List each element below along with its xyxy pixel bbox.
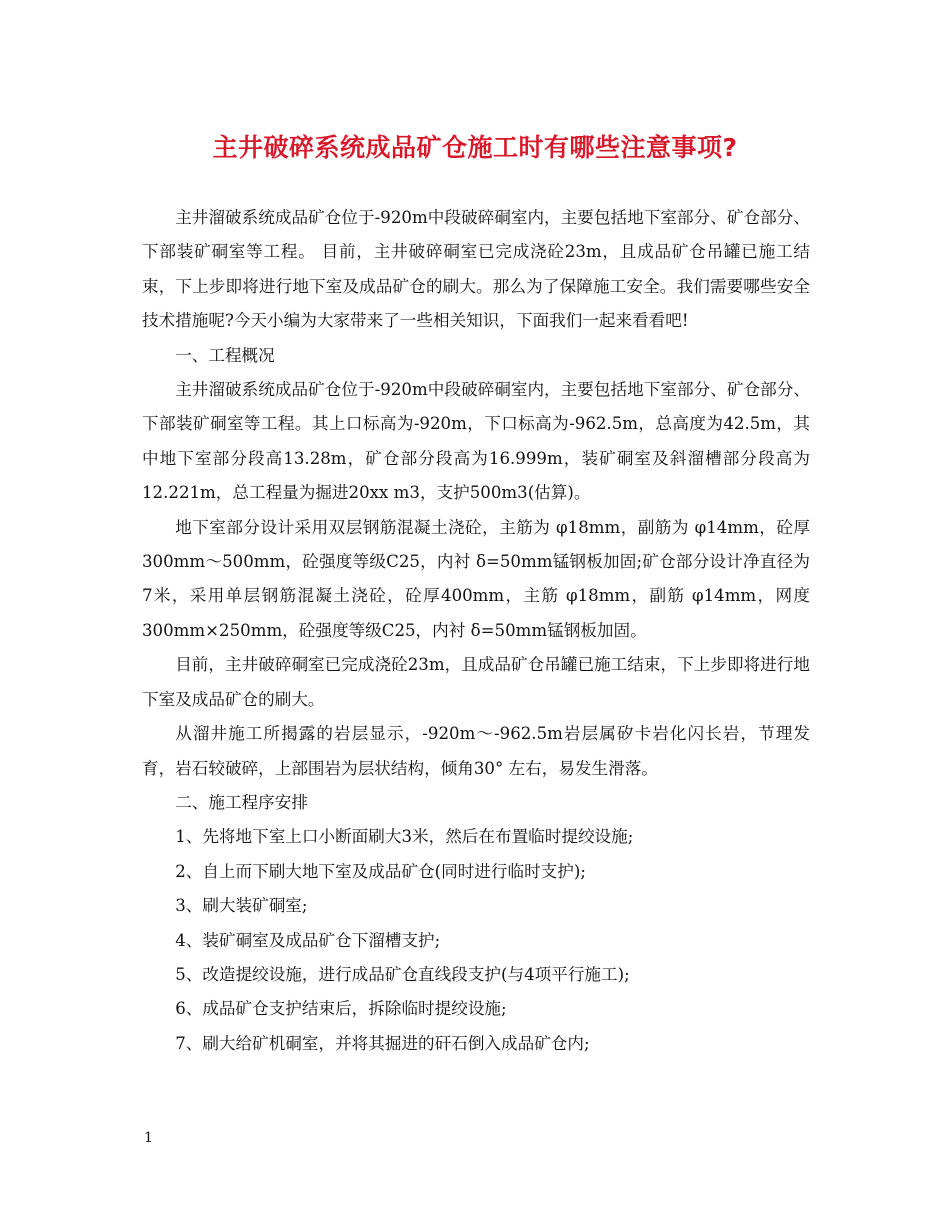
section-heading-procedure: 二、施工程序安排 — [175, 792, 308, 812]
page-number: 1 — [144, 1130, 153, 1146]
document-body — [142, 201, 810, 1061]
progress-paragraph: 目前，主井破碎硐室已完成浇砼23m，且成品矿仓吊罐已施工结束，下上步即将进行地下室及成品矿仓的刷大。 — [142, 655, 810, 709]
procedure-step: 3、刷大装矿硐室; — [175, 896, 308, 916]
procedure-step: 5、改造提绞设施，进行成品矿仓直线段支护(与4项平行施工); — [175, 964, 630, 984]
document-title: 主井破碎系统成品矿仓施工时有哪些注意事项? — [212, 133, 738, 162]
procedure-step: 7、刷大给矿机硐室，并将其掘进的矸石倒入成品矿仓内; — [175, 1033, 590, 1053]
section-heading-overview: 一、工程概况 — [175, 345, 275, 365]
procedure-step: 6、成品矿仓支护结束后，拆除临时提绞设施; — [175, 999, 507, 1019]
overview-paragraph: 主井溜破系统成品矿仓位于-920m中段破碎硐室内，主要包括地下室部分、矿仓部分、下部装矿硐室等工程。其上口标高为-920m，下口标高为-962.5m，总高度为42.5m，其中地下室部分段高13.28m，矿仓部分段高为16.999m，装矿硐室及斜溜槽部分段高为12.221m，总工程量为掘进20xx m3，支护500m3(估算)。 — [142, 380, 810, 503]
geology-paragraph: 从溜井施工所揭露的岩层显示，-920m～-962.5m岩层属矽卡岩化闪长岩，节理发育，岩石较破碎，上部围岩为层状结构，倾角30° 左右，易发生滑落。 — [142, 724, 810, 778]
procedure-step: 4、装矿硐室及成品矿仓下溜槽支护; — [175, 930, 441, 950]
procedure-step: 1、先将地下室上口小断面刷大3米，然后在布置临时提绞设施; — [175, 827, 634, 847]
procedure-step: 2、自上而下刷大地下室及成品矿仓(同时进行临时支护); — [175, 861, 586, 881]
intro-paragraph: 主井溜破系统成品矿仓位于-920m中段破碎硐室内，主要包括地下室部分、矿仓部分、下部装矿硐室等工程。 目前，主井破碎硐室已完成浇砼23m，且成品矿仓吊罐已施工结束，下上步即将进行地下室及成品矿仓的刷大。那么为了保障施工安全。我们需要哪些安全技术措施呢?今天小编为大家带来了一些相关知识，下面我们一起来看看吧! — [142, 208, 810, 331]
design-paragraph: 地下室部分设计采用双层钢筋混凝土浇砼，主筋为 φ18mm，副筋为 φ14mm，砼厚300mm～500mm，砼强度等级C25，内衬 δ=50mm锰钢板加固;矿仓部分设计净直径为7米，采用单层钢筋混凝土浇砼，砼厚400mm，主筋 φ18mm，副筋 φ14mm，网度300mm×250mm，砼强度等级C25，内衬 δ=50mm锰钢板加固。 — [142, 517, 810, 640]
